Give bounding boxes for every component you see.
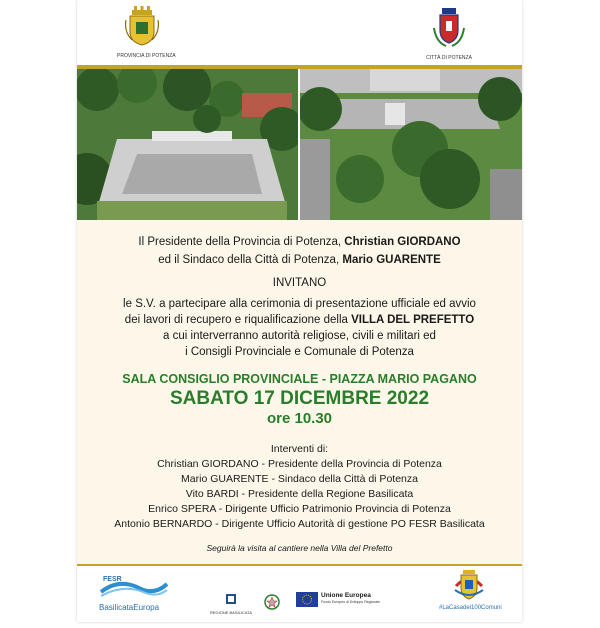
intro-paragraph-4: i Consigli Provinciale e Comunale di Potenza <box>185 346 414 358</box>
regione-crest-icon <box>225 593 237 605</box>
intro-line-1-prefix: Il Presidente della Provincia di Potenza, <box>138 236 345 248</box>
intervention-item: Vito BARDI - Presidente della Regione Basilicata <box>185 488 414 500</box>
eu-title: Unione Europea <box>321 592 371 599</box>
casa-comuni-logo <box>439 566 502 611</box>
eu-flag-icon <box>296 592 318 607</box>
citta-crest-icon <box>432 8 466 48</box>
casa-comuni-crest-icon <box>452 566 486 602</box>
intro-line-2-prefix: ed il Sindaco della Città di Potenza, <box>158 254 343 266</box>
header <box>77 0 522 66</box>
hashtag-label: #LaCasadei100Comuni <box>439 605 502 611</box>
intervention-item: Enrico SPERA - Dirigente Ufficio Patrimonio Provincia di Potenza <box>148 503 451 515</box>
repubblica-emblem-icon <box>264 594 280 610</box>
intro-paragraph-2-prefix: dei lavori di recupero e riqualificazione della <box>124 314 352 326</box>
villa-name: VILLA DEL PREFETTO <box>351 314 475 326</box>
intro-paragraph-3: a cui interverranno autorità religiose, civili e militari ed <box>163 330 436 342</box>
intro-line-2 <box>77 254 522 266</box>
photos-row <box>77 69 522 220</box>
president-name: Christian GIORDANO <box>344 236 461 248</box>
fesr-label: FESR <box>103 576 122 583</box>
event-date: SABATO 17 DICEMBRE 2022 <box>169 388 430 409</box>
event-time: ore 10.30 <box>266 410 333 427</box>
fesr-basilicata-logo <box>99 576 169 612</box>
invitano-heading: INVITANO <box>272 277 327 289</box>
visit-note: Seguirà la visita al cantiere nella Villa del Prefetto <box>206 543 393 553</box>
citta-caption: CITTÀ DI POTENZA <box>426 55 472 61</box>
provincia-caption: PROVINCIA DI POTENZA <box>117 53 176 59</box>
provincia-logo <box>117 6 176 59</box>
intervention-item: Mario GUARENTE - Sindaco della Città di Potenza <box>181 473 418 485</box>
invitation-card <box>77 0 522 622</box>
mayor-name: Mario GUARENTE <box>342 254 441 266</box>
event-venue: SALA CONSIGLIO PROVINCIALE - PIAZZA MARIO PAGANO <box>122 372 477 386</box>
intervention-item: Christian GIORDANO - Presidente della Provincia di Potenza <box>157 458 442 470</box>
villa-render-left <box>77 69 298 220</box>
regione-logo <box>207 592 255 615</box>
footer <box>77 564 522 622</box>
intervention-item: Antonio BERNARDO - Dirigente Ufficio Autorità di gestione PO FESR Basilicata <box>114 518 485 530</box>
citta-logo <box>423 8 475 61</box>
eu-subtitle: Fondo Europeo di Sviluppo Regionale <box>321 600 380 604</box>
repubblica-logo <box>264 594 280 615</box>
intro-paragraph-1: le S.V. a partecipare alla cerimonia di presentazione ufficiale ed avvio <box>123 298 476 310</box>
intro-paragraph-2 <box>77 314 522 326</box>
regione-caption: REGIONE BASILICATA <box>209 610 253 615</box>
villa-render-right <box>300 69 522 220</box>
interventions-title: Interventi di: <box>270 443 329 455</box>
basilicata-europa-label: BasilicataEuropa <box>99 603 160 612</box>
provincia-crest-icon <box>124 6 160 46</box>
intro-line-1 <box>77 236 522 248</box>
